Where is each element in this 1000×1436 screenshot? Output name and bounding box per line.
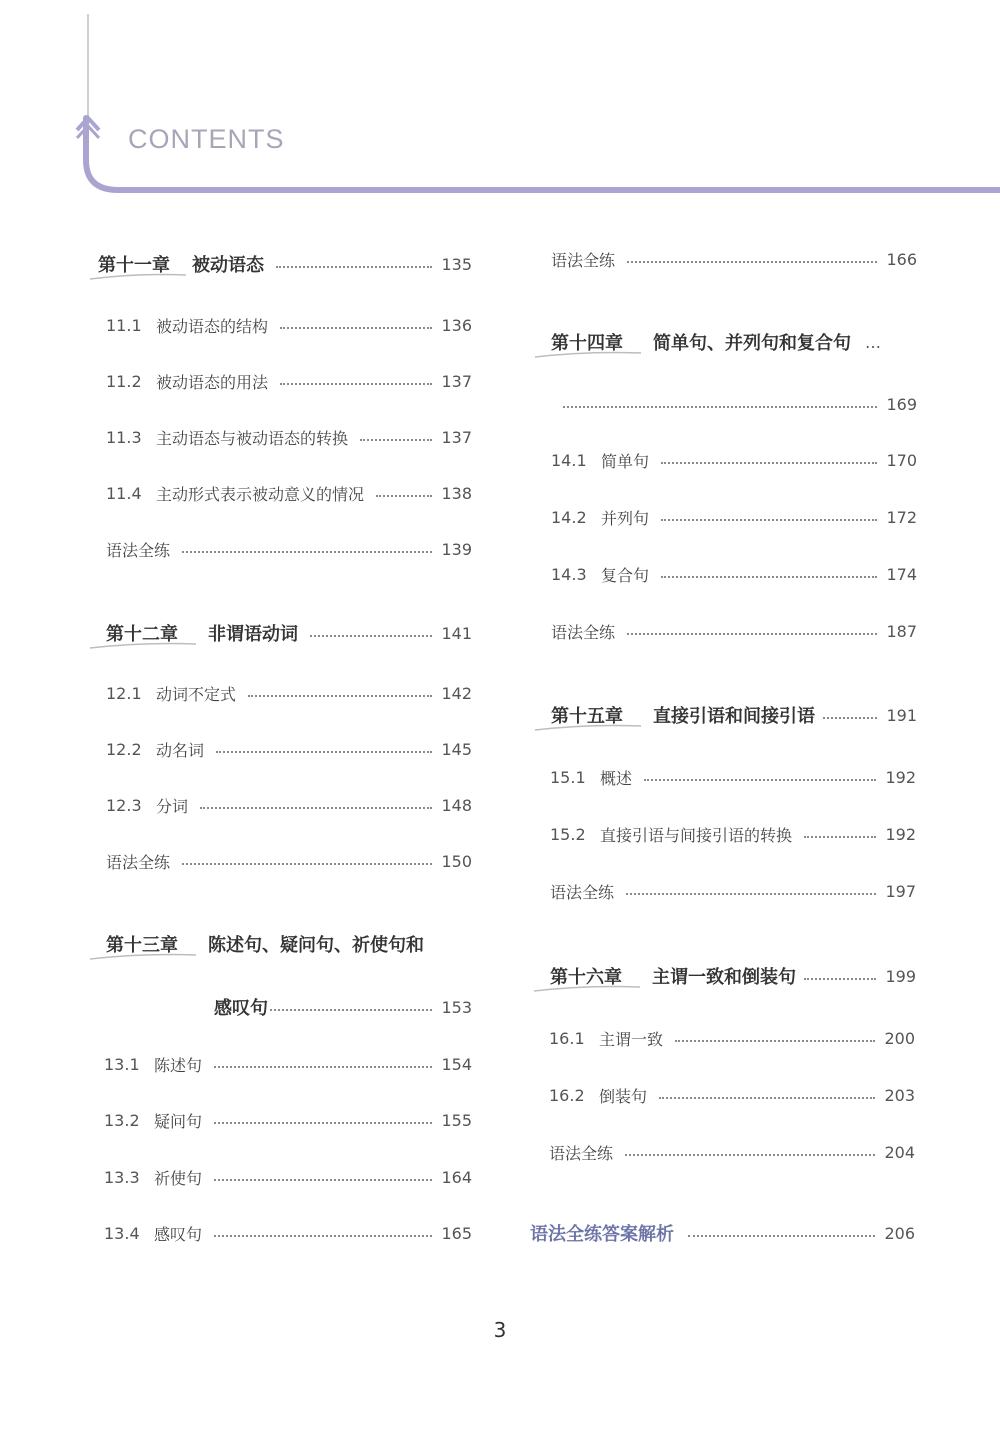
toc-entry-13-3[interactable]	[104, 1162, 472, 1192]
chapter-12-number: 第十二章	[106, 624, 178, 645]
entry-number: 14.1	[551, 450, 587, 470]
leader-dots	[627, 633, 877, 635]
leader-dots	[276, 266, 432, 268]
chapter-underline	[533, 349, 643, 361]
entry-label: 并列句	[601, 508, 650, 528]
entry-number: 11.1	[106, 315, 142, 335]
entry-label: 简单句	[601, 451, 650, 471]
entry-page: 142	[441, 683, 472, 703]
leader-dots	[280, 383, 432, 385]
entry-page: 164	[441, 1167, 472, 1187]
entry-label: 被动语态的用法	[156, 372, 269, 392]
entry-label: 祈使句	[154, 1168, 203, 1188]
entry-number: 11.4	[106, 483, 142, 503]
entry-number: 13.3	[104, 1167, 140, 1187]
leader-dots	[200, 807, 432, 809]
entry-label: 感叹句	[154, 1224, 203, 1244]
entry-label: 语法全练	[106, 852, 171, 872]
entry-page: 170	[886, 450, 917, 470]
entry-number: 12.2	[106, 739, 142, 759]
entry-label: 陈述句	[154, 1055, 203, 1075]
leader-dots	[376, 495, 432, 497]
toc-entry-15-practice[interactable]	[550, 876, 916, 906]
entry-label: 直接引语与间接引语的转换	[600, 825, 793, 845]
entry-label: 语法全练	[106, 540, 171, 560]
entry-number: 16.2	[549, 1085, 585, 1105]
entry-label: 语法全练	[551, 250, 616, 270]
entry-number: 14.2	[551, 507, 587, 527]
toc-entry-12-3[interactable]	[106, 790, 472, 820]
chapter-15-page: 191	[886, 705, 917, 725]
toc-entry-14-practice[interactable]	[551, 616, 917, 646]
entry-label: 被动语态的结构	[156, 316, 269, 336]
entry-page: 174	[886, 564, 917, 584]
leader-dots	[675, 1040, 875, 1042]
chapter-12-page: 141	[441, 623, 472, 643]
chapter-13-title-line2: 感叹句	[214, 998, 268, 1019]
contents-heading: CONTENTS	[128, 124, 285, 154]
chapter-15-title: 直接引语和间接引语	[653, 706, 815, 727]
leader-dots	[661, 462, 877, 464]
toc-entry-13-4[interactable]	[104, 1218, 472, 1248]
toc-entry-13-2[interactable]	[104, 1105, 472, 1135]
leader-dots	[688, 1235, 875, 1237]
leader-dots	[661, 576, 877, 578]
chapter-14-number: 第十四章	[551, 333, 623, 354]
chapter-11-page: 135	[441, 254, 472, 274]
chapter-16-page: 199	[885, 966, 916, 986]
leader-dots	[270, 1009, 432, 1011]
entry-label: 语法全练	[550, 882, 615, 902]
entry-label: 动词不定式	[156, 684, 237, 704]
leader-dots	[248, 695, 432, 697]
entry-page: 192	[885, 767, 916, 787]
leader-dots	[627, 261, 877, 263]
entry-label: 动名词	[156, 740, 205, 760]
leader-dots	[661, 519, 877, 521]
toc-entry-16-1[interactable]	[549, 1023, 915, 1053]
toc-entry-11-3[interactable]	[106, 422, 472, 452]
entry-label: 复合句	[601, 565, 650, 585]
entry-page: 166	[886, 249, 917, 269]
entry-number: 15.2	[550, 824, 586, 844]
leader-dots	[823, 717, 877, 719]
chapter-13-number: 第十三章	[106, 935, 178, 956]
entry-number: 14.3	[551, 564, 587, 584]
chapter-underline	[88, 951, 198, 963]
toc-entry-13-practice[interactable]	[551, 244, 917, 274]
entry-page: 148	[441, 795, 472, 815]
leader-dots	[644, 779, 876, 781]
entry-number: 16.1	[549, 1028, 585, 1048]
entry-label: 语法全练	[549, 1143, 614, 1163]
leader-dots	[563, 406, 877, 408]
chapter-11-number: 第十一章	[98, 255, 170, 276]
entry-number: 13.2	[104, 1110, 140, 1130]
leader-dots	[214, 1179, 432, 1181]
entry-page: 139	[441, 539, 472, 559]
chapter-13-title-line1: 陈述句、疑问句、祈使句和	[208, 935, 424, 956]
entry-page: 154	[441, 1054, 472, 1074]
chapter-16-title: 主谓一致和倒装句	[652, 967, 796, 988]
toc-entry-12-practice[interactable]	[106, 846, 472, 876]
entry-page: 165	[441, 1223, 472, 1243]
entry-label: 疑问句	[154, 1111, 203, 1131]
entry-number: 12.3	[106, 795, 142, 815]
toc-entry-12-1[interactable]	[106, 678, 472, 708]
toc-entry-14-3[interactable]	[551, 559, 917, 589]
leader-dots	[626, 893, 876, 895]
chapter-underline	[532, 983, 642, 995]
toc-entry-11-2[interactable]	[106, 366, 472, 396]
toc-entry-13-1[interactable]	[104, 1049, 472, 1079]
entry-page: 136	[441, 315, 472, 335]
leader-dots	[360, 439, 432, 441]
chapter-underline	[88, 640, 198, 652]
leader-dots	[659, 1097, 875, 1099]
header-frame	[0, 0, 1000, 200]
chapter-16-number: 第十六章	[550, 967, 622, 988]
chapter-14-ellipsis: …	[865, 332, 881, 352]
entry-label: 语法全练	[551, 622, 616, 642]
entry-label: 主动形式表示被动意义的情况	[156, 484, 365, 504]
leader-dots	[280, 327, 432, 329]
entry-label: 分词	[156, 796, 189, 816]
entry-page: 145	[441, 739, 472, 759]
toc-entry-11-1[interactable]	[106, 310, 472, 340]
entry-label: 主动语态与被动语态的转换	[156, 428, 349, 448]
toc-entry-14-2[interactable]	[551, 502, 917, 532]
leader-dots	[214, 1235, 432, 1237]
leader-dots	[216, 751, 432, 753]
toc-entry-16-2[interactable]	[549, 1080, 915, 1110]
entry-page: 137	[441, 427, 472, 447]
chapter-14-page: 169	[886, 394, 917, 414]
leader-dots	[804, 836, 876, 838]
entry-number: 11.2	[106, 371, 142, 391]
page-number: 3	[493, 1318, 507, 1342]
entry-label: 概述	[600, 768, 633, 788]
entry-page: 187	[886, 621, 917, 641]
entry-number: 12.1	[106, 683, 142, 703]
chapter-13-row-cont[interactable]	[214, 992, 472, 1022]
entry-page: 137	[441, 371, 472, 391]
entry-page: 192	[885, 824, 916, 844]
leader-dots	[214, 1122, 432, 1124]
leader-dots	[182, 551, 432, 553]
leader-dots	[310, 635, 432, 637]
chapter-15-number: 第十五章	[551, 706, 623, 727]
entry-number: 15.1	[550, 767, 586, 787]
answers-page: 206	[884, 1223, 915, 1243]
entry-page: 204	[884, 1142, 915, 1162]
chapter-14-row-cont[interactable]	[551, 389, 917, 419]
toc-entry-16-practice[interactable]	[549, 1137, 915, 1167]
chapter-underline	[88, 271, 188, 283]
toc-entry-14-1[interactable]	[551, 445, 917, 475]
entry-label: 倒装句	[599, 1086, 648, 1106]
toc-entry-15-2[interactable]	[550, 819, 916, 849]
leader-dots	[625, 1154, 875, 1156]
chapter-underline	[533, 722, 643, 734]
entry-number: 11.3	[106, 427, 142, 447]
entry-page: 138	[441, 483, 472, 503]
leader-dots	[804, 978, 876, 980]
toc-entry-11-4[interactable]	[106, 478, 472, 508]
toc-entry-answers[interactable]	[530, 1218, 915, 1248]
toc-entry-12-2[interactable]	[106, 734, 472, 764]
entry-number: 13.4	[104, 1223, 140, 1243]
entry-page: 150	[441, 851, 472, 871]
leader-dots	[182, 863, 432, 865]
chapter-11-title: 被动语态	[192, 255, 264, 276]
answers-label: 语法全练答案解析	[530, 1224, 674, 1245]
entry-page: 200	[884, 1028, 915, 1048]
chapter-12-title: 非谓语动词	[208, 624, 298, 645]
entry-page: 172	[886, 507, 917, 527]
chapter-14-title: 简单句、并列句和复合句	[653, 333, 851, 354]
entry-page: 197	[885, 881, 916, 901]
chapter-13-page: 153	[441, 997, 472, 1017]
leader-dots	[214, 1066, 432, 1068]
entry-page: 155	[441, 1110, 472, 1130]
entry-page: 203	[884, 1085, 915, 1105]
entry-number: 13.1	[104, 1054, 140, 1074]
entry-label: 主谓一致	[599, 1029, 664, 1049]
toc-entry-11-practice[interactable]	[106, 534, 472, 564]
toc-entry-15-1[interactable]	[550, 762, 916, 792]
